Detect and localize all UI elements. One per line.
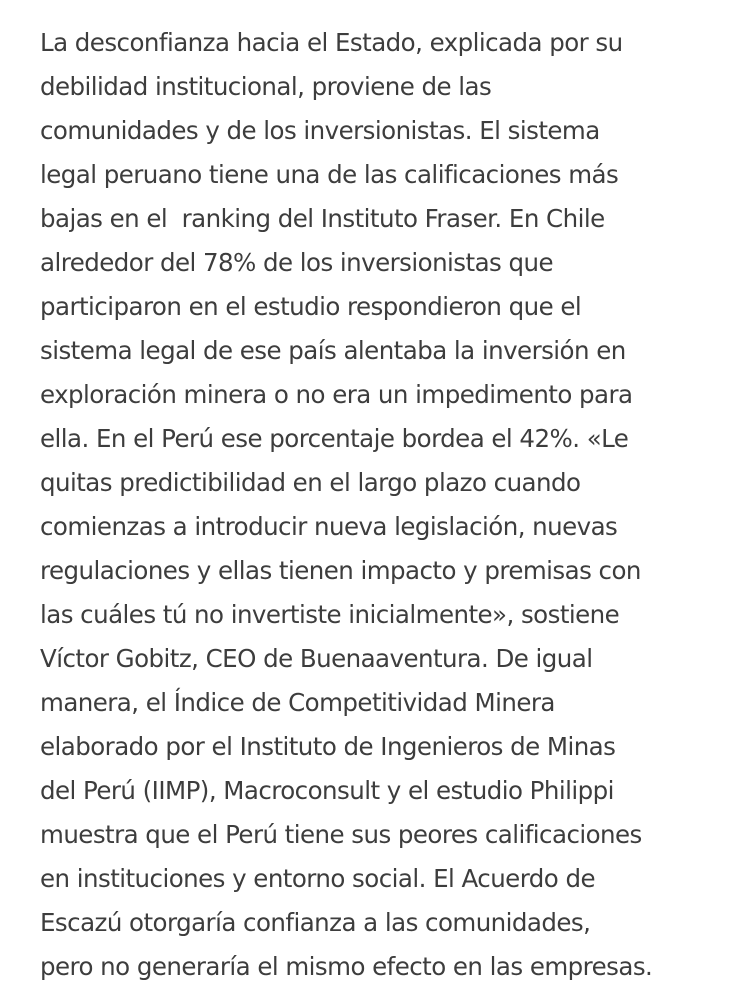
- paragraph-line: en instituciones y entorno social. El Acuerdo de: [40, 864, 595, 893]
- paragraph-line: legal peruano tiene una de las calificaciones más: [40, 160, 619, 189]
- paragraph-line: comienzas a introducir nueva legislación, nuevas: [40, 512, 618, 541]
- article-paragraph: [40, 21, 740, 989]
- paragraph-line: bajas en el ranking del Instituto Fraser. En Chile: [40, 204, 605, 233]
- paragraph-line: Escazú otorgaría confianza a las comunidades,: [40, 908, 591, 937]
- paragraph-line: las cuáles tú no invertiste inicialmente», sostiene: [40, 600, 620, 629]
- paragraph-line: debilidad institucional, proviene de las: [40, 72, 492, 101]
- paragraph-line: alrededor del 78% de los inversionistas que: [40, 248, 553, 277]
- paragraph-line: exploración minera o no era un impedimento para: [40, 380, 633, 409]
- paragraph-line: del Perú (IIMP), Macroconsult y el estudio Philippi: [40, 776, 614, 805]
- paragraph-line: Víctor Gobitz, CEO de Buenaaventura. De igual: [40, 644, 593, 673]
- paragraph-line: manera, el Índice de Competitividad Minera: [40, 688, 555, 717]
- paragraph-line: elaborado por el Instituto de Ingenieros de Minas: [40, 732, 616, 761]
- paragraph-line: regulaciones y ellas tienen impacto y premisas con: [40, 556, 641, 585]
- paragraph-line: pero no generaría el mismo efecto en las empresas.: [40, 952, 653, 981]
- paragraph-line: ella. En el Perú ese porcentaje bordea el 42%. «Le: [40, 424, 629, 453]
- paragraph-line: La desconfianza hacia el Estado, explicada por su: [40, 28, 623, 57]
- paragraph-line: sistema legal de ese país alentaba la inversión en: [40, 336, 626, 365]
- paragraph-line: muestra que el Perú tiene sus peores calificaciones: [40, 820, 642, 849]
- paragraph-line: comunidades y de los inversionistas. El sistema: [40, 116, 600, 145]
- paragraph-line: quitas predictibilidad en el largo plazo cuando: [40, 468, 581, 497]
- paragraph-line: participaron en el estudio respondieron que el: [40, 292, 582, 321]
